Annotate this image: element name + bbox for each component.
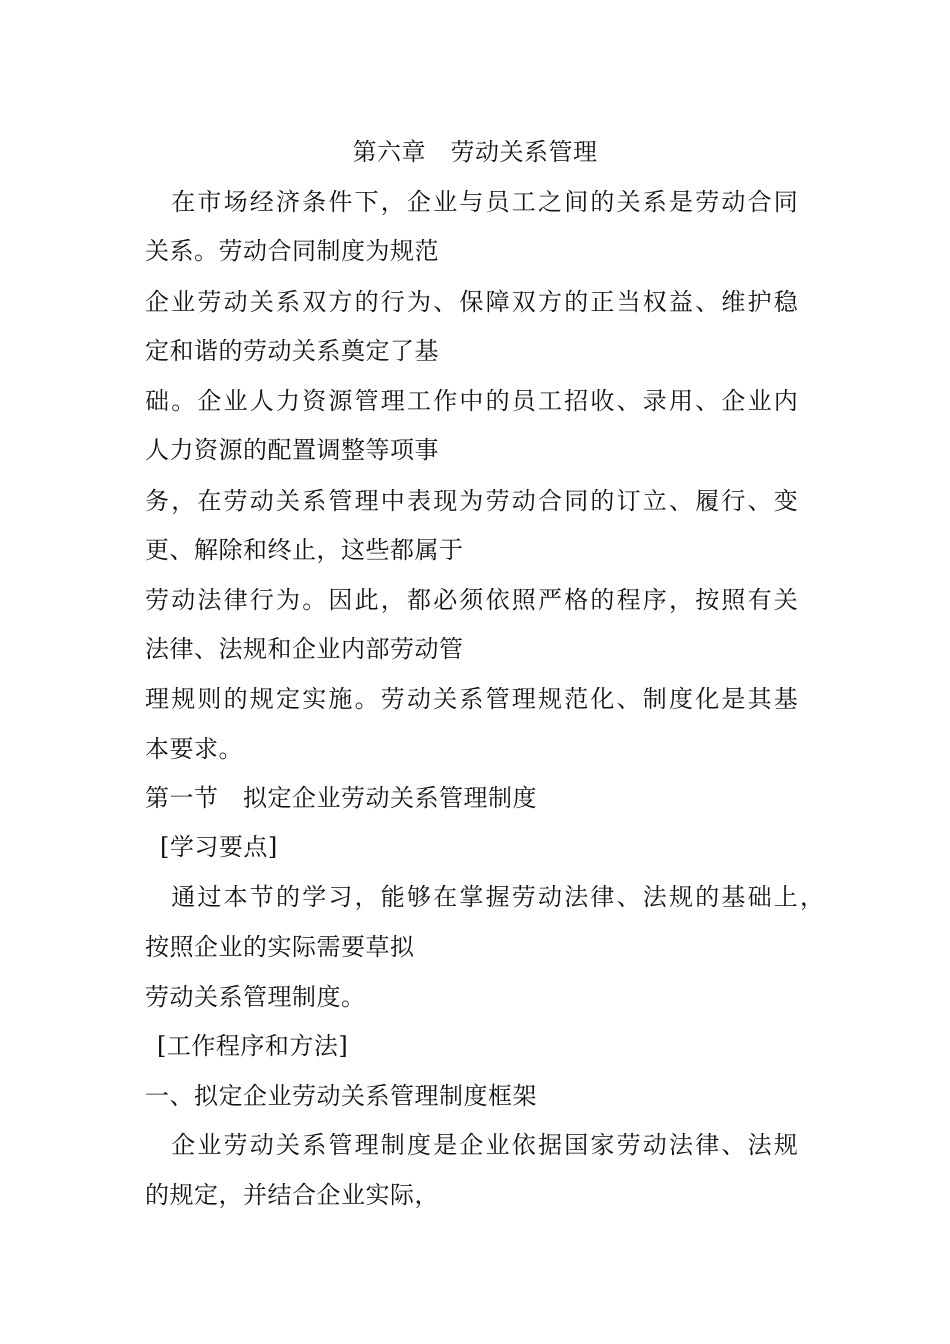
learning-points-label: [学习要点] <box>160 833 278 861</box>
subsection-heading: 一、拟定企业劳动关系管理制度框架 <box>145 1082 537 1110</box>
paragraph-line: 企业劳动关系双方的行为、保障双方的正当权益、维护稳 <box>145 288 800 316</box>
paragraph-line: 人力资源的配置调整等项事 <box>145 436 439 464</box>
paragraph-line: 更、解除和终止，这些都属于 <box>145 536 464 564</box>
paragraph-line: 法律、法规和企业内部劳动管 <box>145 635 464 663</box>
chapter-title: 第六章 劳动关系管理 <box>352 138 598 166</box>
paragraph-line: 关系。劳动合同制度为规范 <box>145 237 439 265</box>
paragraph-line: 劳动法律行为。因此，都必须依照严格的程序，按照有关 <box>145 586 800 614</box>
paragraph-line: 企业劳动关系管理制度是企业依据国家劳动法律、法规 <box>145 1131 800 1159</box>
paragraph-line: 的规定，并结合企业实际， <box>145 1181 439 1209</box>
paragraph-line: 劳动关系管理制度。 <box>145 983 366 1011</box>
paragraph-line: 按照企业的实际需要草拟 <box>145 933 415 961</box>
paragraph-line: 定和谐的劳动关系奠定了基 <box>145 337 439 365</box>
paragraph-line: 理规则的规定实施。劳动关系管理规范化、制度化是其基 <box>145 685 800 713</box>
paragraph-line: 通过本节的学习，能够在掌握劳动法律、法规的基础上， <box>145 883 827 911</box>
paragraph-line: 务，在劳动关系管理中表现为劳动合同的订立、履行、变 <box>145 487 800 515</box>
paragraph-line: 在市场经济条件下，企业与员工之间的关系是劳动合同 <box>145 188 800 216</box>
procedure-label: [工作程序和方法] <box>157 1032 349 1060</box>
paragraph-line: 本要求。 <box>145 735 243 763</box>
section-heading: 第一节 拟定企业劳动关系管理制度 <box>145 784 537 812</box>
paragraph-line: 础。企业人力资源管理工作中的员工招收、录用、企业内 <box>145 387 800 415</box>
